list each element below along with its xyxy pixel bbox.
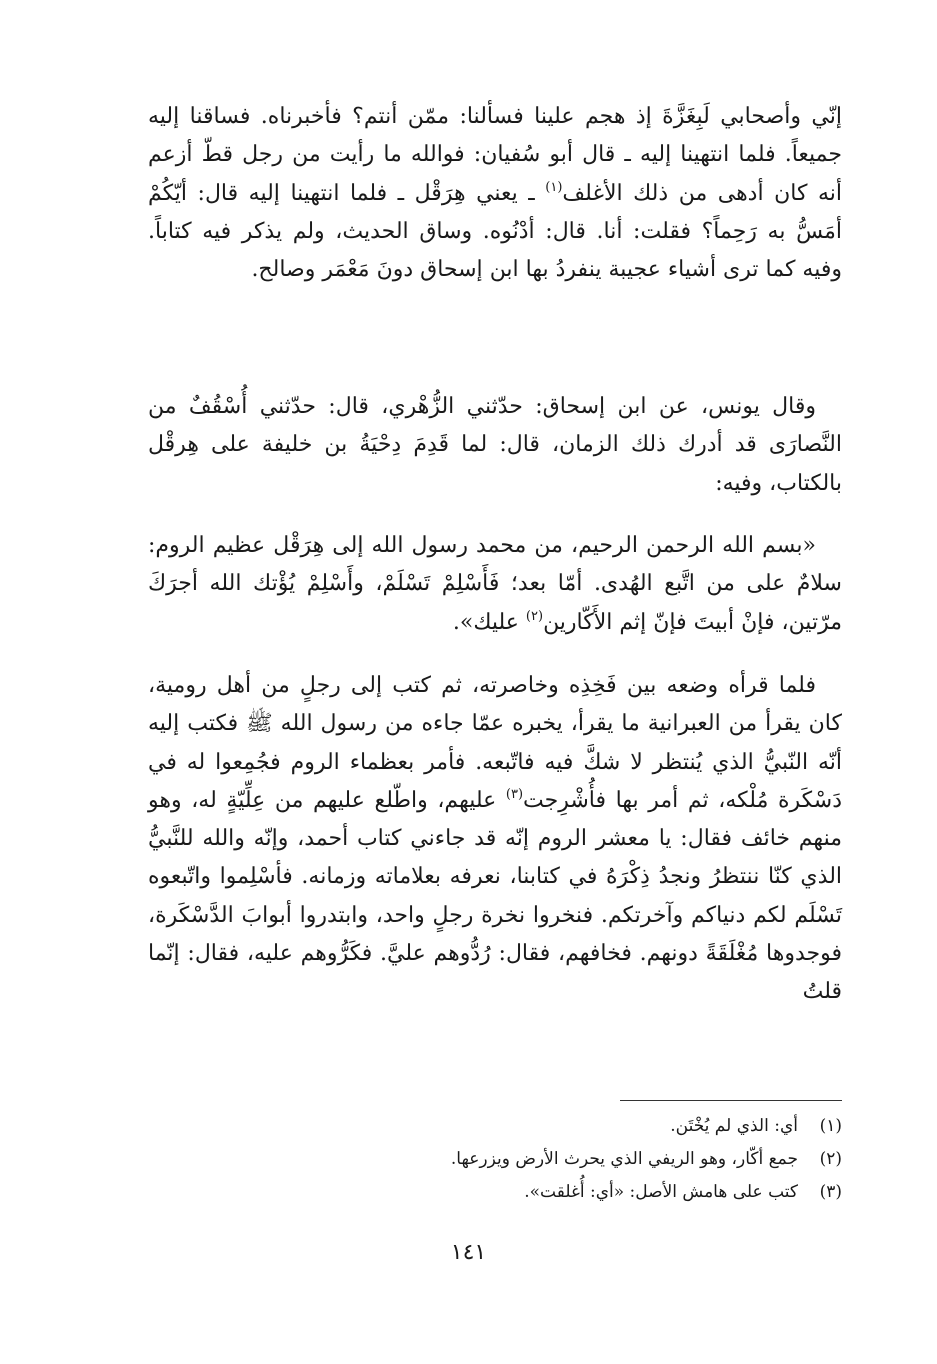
text-line: «بسم الله الرحمن الرحيم، من محمد رسول الله إلى هِرَقْل عظيم <box>212 533 816 558</box>
text-line: إليه جميعاً. فلما انتهينا إليه ـ قال أبو سُفيان: فوالله ما رأيت من رجل <box>148 104 842 168</box>
body-text <box>148 667 842 1012</box>
text-line: إليه قال: أيّكُمْ أمَسُّ به رَحِماً؟ فقلت: أنا. قال: أدْنُوه. وساق <box>148 180 843 244</box>
text-line: إسحاق دونَ مَعْمَر وصالح. <box>251 257 483 283</box>
footnote-ref-3: (٣) <box>505 786 524 802</box>
footnotes <box>148 1110 842 1209</box>
footnote-1 <box>148 1110 842 1143</box>
text-line: إنّي وأصحابي لَبِغَزَّةَ إذ هجم علينا فسألنا: ممّن أنتم؟ فأخبرناه. فساقنا <box>189 104 842 129</box>
footnote-ref-1: (١) <box>545 179 563 195</box>
body-text <box>148 98 842 289</box>
text-line: نعرفه بعلاماته وزمانه. فأسْلِموا واتّبعوه تَسْلَم لكم دنياكم وآخرتكم. <box>148 864 842 928</box>
text-line: ـ يعني هِرَقْل ـ فلما انتهينا <box>290 180 546 206</box>
text-line: الله أجرَكَ مرّتين، فإنْ أبيتَ فإنّ إثم الأَكّارين <box>148 571 842 635</box>
text-line: قطّ أزعم أنه كان أدهى من ذلك الأغلف <box>148 142 842 206</box>
paragraph-3 <box>148 527 842 642</box>
text-line: رومية، كان يقرأ من العبرانية ما يقرأ، يخبره عمّا جاءه من رسول الله ﷺ <box>148 673 842 737</box>
footnote-2 <box>148 1143 842 1176</box>
text-line: على هِرقْل بالكتاب، وفيه: <box>148 432 842 496</box>
text-line: كتاب أحمد، وإنّه والله للنَّبيُّ الذي كنّا ننتظرُ ونجدُ ذِكْرَهُ في كتابنا، <box>148 826 843 890</box>
body-text <box>148 527 842 642</box>
footnote-3 <box>148 1176 842 1209</box>
text-line: دونهم. فخافهم، فقال: رُدُّوهم عليَّ. فكَرُّوهم عليه، فقال: إنّما قلتُ <box>148 941 842 1005</box>
text-line: عليهم من عِلِّيّةٍ له، وهو منهم خائف فقال: يا معشر الروم إنّه قد جاءني <box>148 787 842 852</box>
body-text <box>148 388 842 503</box>
footnote-ref-2: (٢) <box>525 608 544 624</box>
footnote-number: (٢) <box>819 1149 842 1169</box>
footnote-text: كتب على هامش الأصل: «أي: أُغلقت». <box>524 1182 798 1202</box>
text-line: الحديث، ولم يذكر فيه كتاباً. وفيه كما ترى أشياء عجيبة ينفردُ بها ابن <box>148 218 842 283</box>
paragraph-1 <box>148 98 842 289</box>
text-line: فنخروا نخرة رجلٍ واحد، وابتدروا أبوابَ الدَّسْكَرة، فوجدوها مُغْلَقَةً <box>148 902 842 967</box>
footnote-text: جمع أكّار، وهو الريفي الذي يحرث الأرض ويزرعها. <box>450 1149 798 1169</box>
text-line: الروم: سلامٌ على من اتَّبع الهُدى. أمّا بعد؛ فَأَسْلِمْ تَسْلَمْ، وأَسْلِمْ يُؤْتك <box>148 533 842 597</box>
footnote-number: (١) <box>819 1116 842 1136</box>
text-line: وقال يونس، عن ابن إسحاق: حدّثني الزُّهْري، قال: حدّثني <box>259 394 816 419</box>
footnote-number: (٣) <box>819 1182 842 1202</box>
paragraph-2 <box>148 388 842 503</box>
text-line: عليهم، واطّلع <box>374 787 506 813</box>
footnote-separator <box>620 1100 842 1101</box>
text-line: عليك». <box>452 609 526 635</box>
text-line: فكتب إليه أنّه النّبيُّ الذي يُنتظر لا شكَّ فيه فاتّبعه. فأمر بعظماء الروم <box>148 711 842 775</box>
footnote-text: أي: الذي لم يُخْتَن. <box>670 1116 798 1136</box>
page-number: ١٤١ <box>450 1240 487 1265</box>
text-line: فجُمِعوا له في دَسْكَرة مُلْكه، ثم أمر بها فأُشْرِجت <box>148 749 843 813</box>
text-line: أُسْقُفٌ من النَّصارَى قد أدرك ذلك الزمان، قال: لما قَدِمَ دِحْيَةُ بن خليفة <box>148 394 842 458</box>
paragraph-4 <box>148 667 842 1012</box>
text-line: فلما قرأه وضعه بين فَخِذِه وخاصرته، ثم كتب إلى رجلٍ من أهل <box>216 673 816 698</box>
